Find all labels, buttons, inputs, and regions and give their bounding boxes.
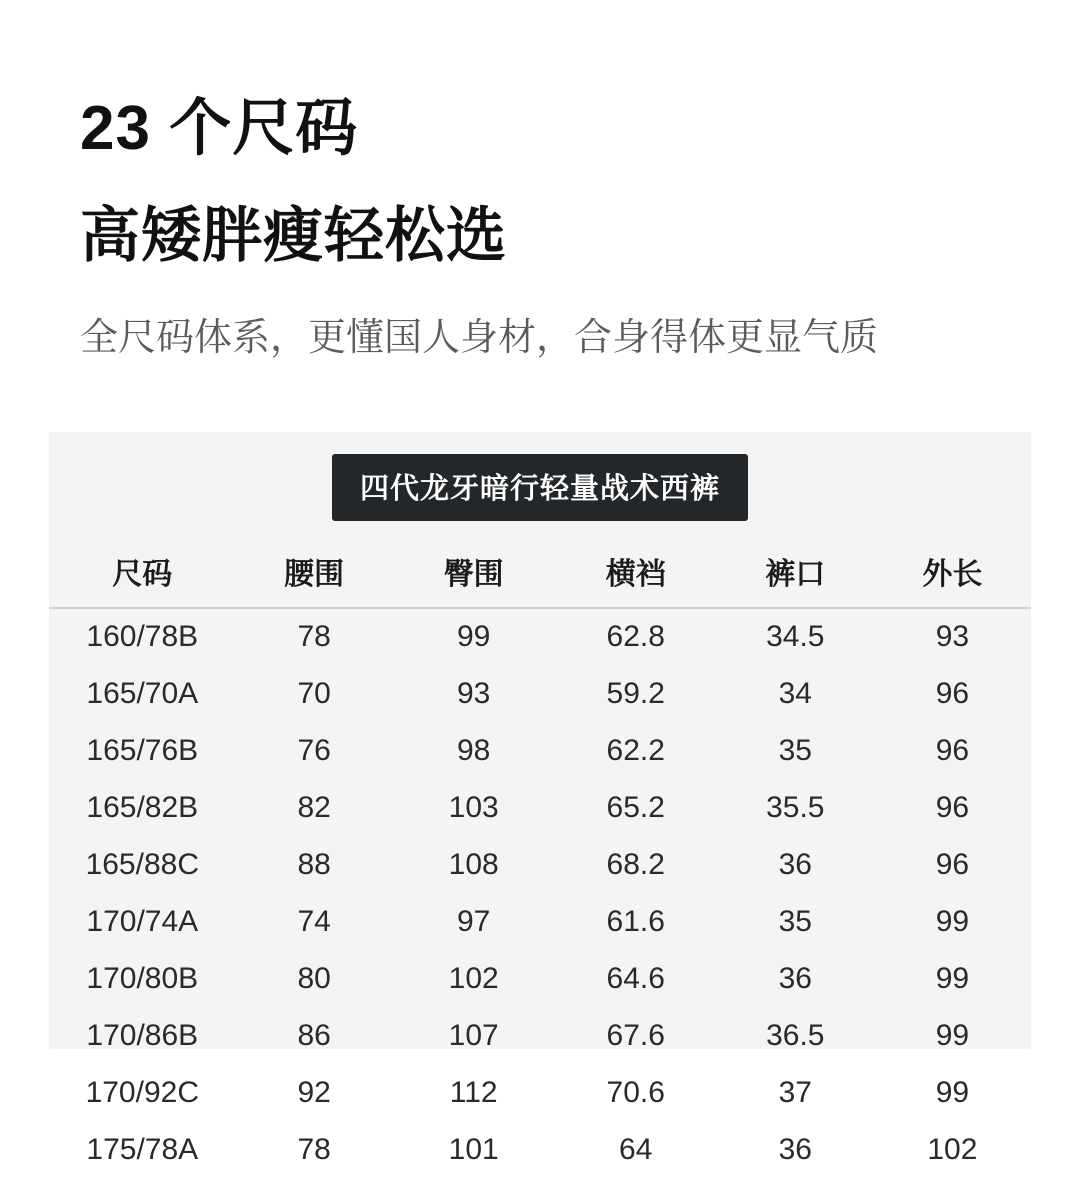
- cell-thigh: 65.2: [606, 791, 665, 824]
- cell-thigh: 59.2: [606, 677, 665, 710]
- cell-size: 165/76B: [86, 734, 199, 767]
- table-row: [49, 780, 1031, 837]
- table-row: [49, 608, 1031, 666]
- cell-waist: 86: [297, 1019, 331, 1052]
- cell-hip: 101: [448, 1133, 499, 1166]
- table-row: [49, 666, 1031, 723]
- cell-size: 160/78B: [86, 620, 199, 653]
- table-row: [49, 1065, 1031, 1122]
- page-subtitle: 高矮胖瘦轻松选: [80, 202, 507, 269]
- cell-size: 170/92C: [85, 1076, 199, 1109]
- cell-leg-opening: 37: [778, 1076, 812, 1109]
- hero-description: 全尺码体系，更懂国人身材，合身得体更显气质: [80, 317, 879, 359]
- cell-size: 175/78A: [86, 1133, 199, 1166]
- cell-leg-opening: 36: [778, 1133, 812, 1166]
- cell-hip: 103: [448, 791, 499, 824]
- cell-thigh: 61.6: [606, 905, 665, 938]
- cell-thigh: 67.6: [606, 1019, 665, 1052]
- cell-waist: 78: [297, 620, 331, 653]
- column-header-thigh: 横裆: [555, 543, 717, 608]
- column-header-hip: 臀围: [393, 543, 555, 608]
- cell-hip: 93: [457, 677, 491, 710]
- cell-waist: 74: [297, 905, 331, 938]
- column-header-size: 尺码: [49, 543, 236, 608]
- cell-size: 170/80B: [86, 962, 199, 995]
- cell-size: 170/74A: [86, 905, 199, 938]
- cell-leg-opening: 36: [778, 962, 812, 995]
- cell-size: 165/70A: [86, 677, 199, 710]
- column-header-leg-opening: 裤口: [717, 543, 874, 608]
- size-chart-card: [49, 432, 1031, 1166]
- cell-outseam: 96: [935, 848, 970, 881]
- size-chart-body: [49, 608, 1031, 1179]
- cell-size: 165/82B: [86, 791, 199, 824]
- table-row: [49, 1122, 1031, 1179]
- cell-thigh: 62.8: [606, 620, 665, 653]
- cell-outseam: 93: [935, 620, 970, 653]
- size-chart-title-badge: 四代龙牙暗行轻量战术西裤: [332, 454, 748, 521]
- hero-text-block: [0, 0, 1080, 361]
- cell-thigh: 70.6: [606, 1076, 665, 1109]
- cell-outseam: 99: [935, 1019, 970, 1052]
- cell-waist: 76: [297, 734, 331, 767]
- cell-hip: 99: [457, 620, 491, 653]
- size-chart-table: [49, 543, 1031, 1179]
- cell-hip: 112: [449, 1076, 498, 1109]
- cell-hip: 107: [448, 1019, 499, 1052]
- table-row: [49, 951, 1031, 1008]
- cell-outseam: 96: [935, 734, 970, 767]
- cell-thigh: 64.6: [606, 962, 665, 995]
- column-header-outseam: 外长: [874, 543, 1031, 608]
- cell-leg-opening: 34.5: [766, 620, 825, 653]
- page-title: 23 个尺码: [80, 94, 359, 163]
- cell-thigh: 64: [619, 1133, 653, 1166]
- cell-outseam: 99: [935, 905, 970, 938]
- cell-thigh: 62.2: [606, 734, 665, 767]
- cell-waist: 82: [297, 791, 331, 824]
- size-chart-header: [49, 543, 1031, 608]
- cell-leg-opening: 36: [778, 848, 812, 881]
- cell-leg-opening: 36.5: [766, 1019, 825, 1052]
- cell-waist: 88: [297, 848, 331, 881]
- cell-waist: 78: [297, 1133, 331, 1166]
- table-header-row: [49, 543, 1031, 608]
- cell-leg-opening: 35: [778, 905, 812, 938]
- cell-outseam: 102: [927, 1133, 978, 1166]
- cell-thigh: 68.2: [606, 848, 665, 881]
- table-row: [49, 894, 1031, 951]
- table-row: [49, 1008, 1031, 1065]
- cell-outseam: 99: [935, 1076, 970, 1109]
- cell-waist: 70: [297, 677, 331, 710]
- cell-waist: 92: [297, 1076, 331, 1109]
- cell-hip: 102: [448, 962, 499, 995]
- cell-hip: 108: [448, 848, 499, 881]
- cell-hip: 97: [457, 905, 491, 938]
- cell-outseam: 96: [935, 677, 970, 710]
- column-header-waist: 腰围: [236, 543, 393, 608]
- table-row: [49, 837, 1031, 894]
- table-row: [49, 723, 1031, 780]
- cell-outseam: 99: [935, 962, 970, 995]
- cell-size: 170/86B: [86, 1019, 199, 1052]
- cell-outseam: 96: [935, 791, 970, 824]
- cell-hip: 98: [457, 734, 491, 767]
- cell-leg-opening: 35: [778, 734, 812, 767]
- cell-size: 165/88C: [85, 848, 199, 881]
- cell-leg-opening: 35.5: [766, 791, 825, 824]
- cell-leg-opening: 34: [778, 677, 812, 710]
- size-chart-title-wrap: [49, 432, 1031, 521]
- cell-waist: 80: [297, 962, 331, 995]
